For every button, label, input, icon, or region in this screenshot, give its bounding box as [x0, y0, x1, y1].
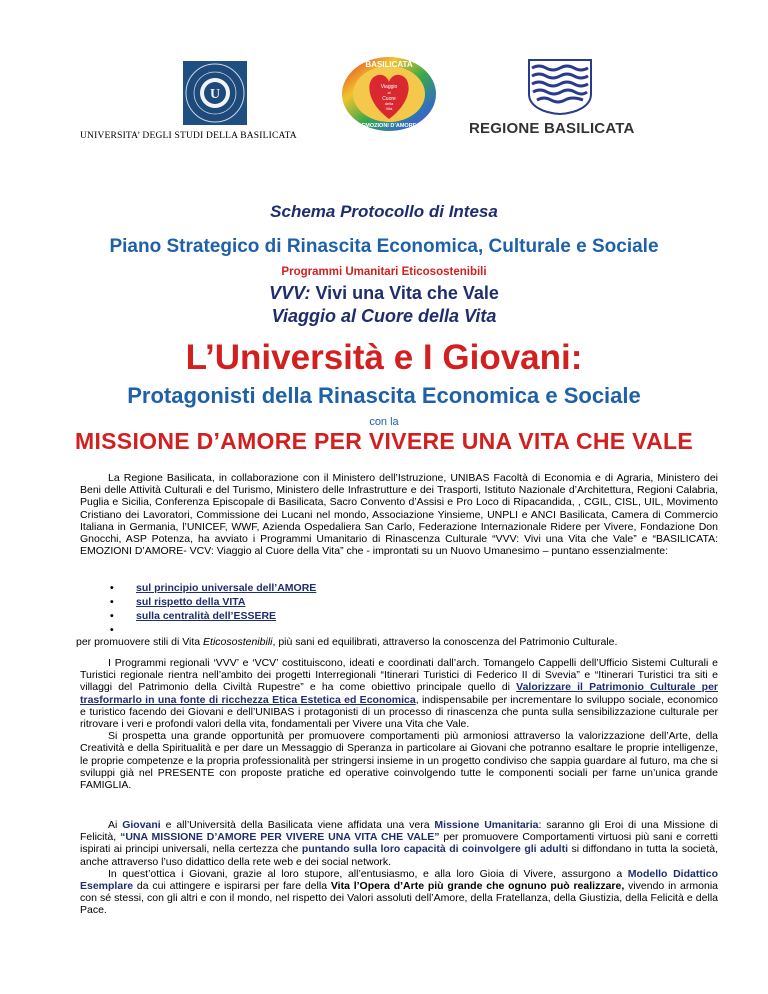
bullet-icon: •: [110, 596, 114, 608]
list-item: • sul principio universale dell’AMORE: [110, 582, 317, 594]
logo-text-vita: Vita: [385, 106, 393, 111]
document-type-title: Schema Protocollo di Intesa: [270, 202, 498, 221]
logo-text-viaggio: Viaggio: [380, 84, 398, 90]
main-title: L’Università e I Giovani:: [185, 338, 583, 377]
con-la-label: con la: [369, 416, 399, 428]
vvv-prefix: VVV:: [269, 283, 311, 303]
logo-text-al: al: [387, 90, 391, 95]
strategic-plan-title: Piano Strategico di Rinascita Economica, Culturale e Sociale: [109, 236, 659, 257]
bullet-icon: •: [110, 610, 114, 622]
logo-text-bottom: EMOZIONI D’AMORE: [361, 123, 417, 129]
university-seal-logo: [183, 61, 247, 125]
bullet-icon: •: [110, 624, 114, 636]
vvv-rest: Vivi una Vita che Vale: [310, 283, 499, 303]
missione-title: MISSIONE D’AMORE PER VIVERE UNA VITA CHE VALE: [75, 428, 693, 454]
model-paragraph: In quest’ottica i Giovani, grazie al loro stupore, all’entusiasmo, e alla loro Gioia di Vivere, assurgono a Modello Didattico Esemplare da cui attingere e ispirarsi per fare della Vita l’Opera d’Arte più grande che ognuno può realizzare, vivendo in armonia con sé stessi, con gli altri e con il mondo, nel rispetto dei Valori assoluti dell’Amore, della Fratellanza, della Giustizia, della Felicità e della Pace.: [80, 867, 719, 917]
bullet-icon: •: [110, 582, 114, 594]
list-item: • sul rispetto della VITA: [110, 596, 246, 608]
logo-text-della: della: [384, 101, 394, 106]
region-coat-of-arms-logo: [527, 58, 593, 115]
svg-text:· · · · · ·: · · · · · ·: [208, 69, 222, 74]
logo-text-cuore: Cuore: [382, 96, 396, 102]
lifestyle-sentence: per promuovere stili di Vita Eticosostenibili, più sani ed equilibrati, attraverso la conoscenza del Patrimonio Culturale.: [76, 636, 618, 648]
university-name: UNIVERSITA’ DEGLI STUDI DELLA BASILICATA: [80, 131, 297, 141]
vvv-title: [0, 283, 768, 304]
opportunity-paragraph: Si prospetta una grande opportunità per promuovere comportamenti più armoniosi attraverso la valorizzazione dell’Arte, della Creatività e della Spiritualità e per dare un Messaggio di Speranza in particolare ai Giovani che potranno esaltare le proprie intelligenze, le proprie competenze e la propria professionalità per stringersi insieme in un progetto condiviso che sappia guardare al futuro, ma che si sviluppi già nel PRESENTE con proposte pratiche ed operative coinvolgendo tutte le componenti sociali per farne un’unica grande FAMIGLIA.: [80, 730, 718, 792]
viaggio-title: Viaggio al Cuore della Vita: [271, 306, 497, 326]
list-item: [110, 623, 316, 637]
logo-text-top: BASILICATA: [365, 60, 413, 69]
basilicata-emozioni-logo: [340, 55, 438, 133]
principles-list: [110, 581, 317, 637]
intro-paragraph: La Regione Basilicata, in collaborazione con il Ministero dell’Istruzione, UNIBAS Facoltà di Economia e di Agraria, Ministero dei Beni delle Attività Culturali e del Turismo, Ministero delle Infrastrutture e dei Trasporti, Istituto Nazionale d’Architettura, Regioni Calabria, Puglia e Sicilia, Conferenza Episcopale di Basilicata, Sacro Convento d’Assisi e Pro Loco di Ripacandida, , CGIL, CISL, UIL, Movimento Cristiano dei Lavoratori, Commissione dei Lucani nel mondo, Associazione Yinsieme, UNPLI e ANCI Basilicata, Camera di Commercio Italiana in Germania, l’UNICEF, WWF, Azienda Ospedaliera San Carlo, Federazione Internazionale Ridere per Vivere, Fondazione Don Gnocchi, ASP Potenza, ha avviato i Programmi Umanitario di Rinascenza Culturale “VVV: Vivi una Vita che Vale” e “BASILICATA: EMOZIONI D’AMORE- VCV: Viaggio al Cuore della Vita” che - improntati su un Nuovo Umanesimo – puntano essenzialmente:: [80, 472, 718, 558]
list-item: • sulla centralità dell’ESSERE: [110, 610, 277, 622]
programs-subtitle: Programmi Umanitari Eticosostenibili: [281, 266, 487, 278]
svg-text:U: U: [209, 87, 221, 102]
mission-paragraph: Ai Giovani e all’Università della Basilicata viene affidata una vera Missione Umanitaria: saranno gli Eroi di una Missione di Felicità, “UNA MISSIONE D’AMORE PER VIVERE UNA VITA CHE VALE” per promuovere Comportamenti virtuosi più sani e corretti ispirati ai principi universali, nella certezza che puntando sulla loro capacità di coinvolgere gli adulti si diffondano in tutta la società, anche attraverso l’uso didattico della rete web e dei social network. In quest’ottica i Giovani, grazie al loro stupore, all’entusiasmo, e alla loro Gioia di Vivere, assurgono a Modello Didattico Esemplare da cui attingere e ispirarsi per fare della Vita l’Opera d’Arte più grande che ognuno può realizzare, vivendo in armonia con sé stessi, con gli altri e con il mondo, nel rispetto dei Valori assoluti dell’Amore, della Fratellanza, della Giustizia, della Felicità e della Pace.: [80, 819, 719, 917]
region-name: REGIONE BASILICATA: [469, 120, 635, 137]
programs-paragraph: I Programmi regionali ‘VVV’ e ‘VCV’ costituiscono, ideati e coordinati dall’arch. Tomangelo Cappelli dell’Ufficio Sistemi Culturali e Turistici regionale rientra nell’ambito dei progetti Interregionali “Itinerari Turistici di Federico II di Svevia” e “Itinerari Turistici tra siti e villaggi del Patrimonio della Civiltà Rupestre” e ha come obiettivo principale quello di Valorizzare il Patrimonio Culturale per trasformarlo in una fonte di ricchezza Etica Estetica ed Economica, indispensabile per incrementare lo sviluppo sociale, economico e turistico facendo dei Giovani e dell’UNIBAS i protagonisti di un processo di rinascenza che punta sulla sensibilizzazione culturale per ritrovare i veri e profondi valori della vita, fondamentali per Vivere una Vita che Vale. Si prospetta una grande opportunità per promuovere comportamenti più armoniosi attraverso la valorizzazione dell’Arte, della Creatività e della Spiritualità e per dare un Messaggio di Speranza in particolare ai Giovani che potranno esaltare le proprie intelligenze, le proprie competenze e la propria professionalità per stringersi insieme in un progetto condiviso che sappia guardare al futuro, ma che si sviluppi già nel PRESENTE con proposte pratiche ed operative coinvolgendo tutte le componenti sociali per farne un’unica grande FAMIGLIA.: [80, 657, 718, 792]
main-subtitle: Protagonisti della Rinascita Economica e Sociale: [127, 383, 641, 408]
